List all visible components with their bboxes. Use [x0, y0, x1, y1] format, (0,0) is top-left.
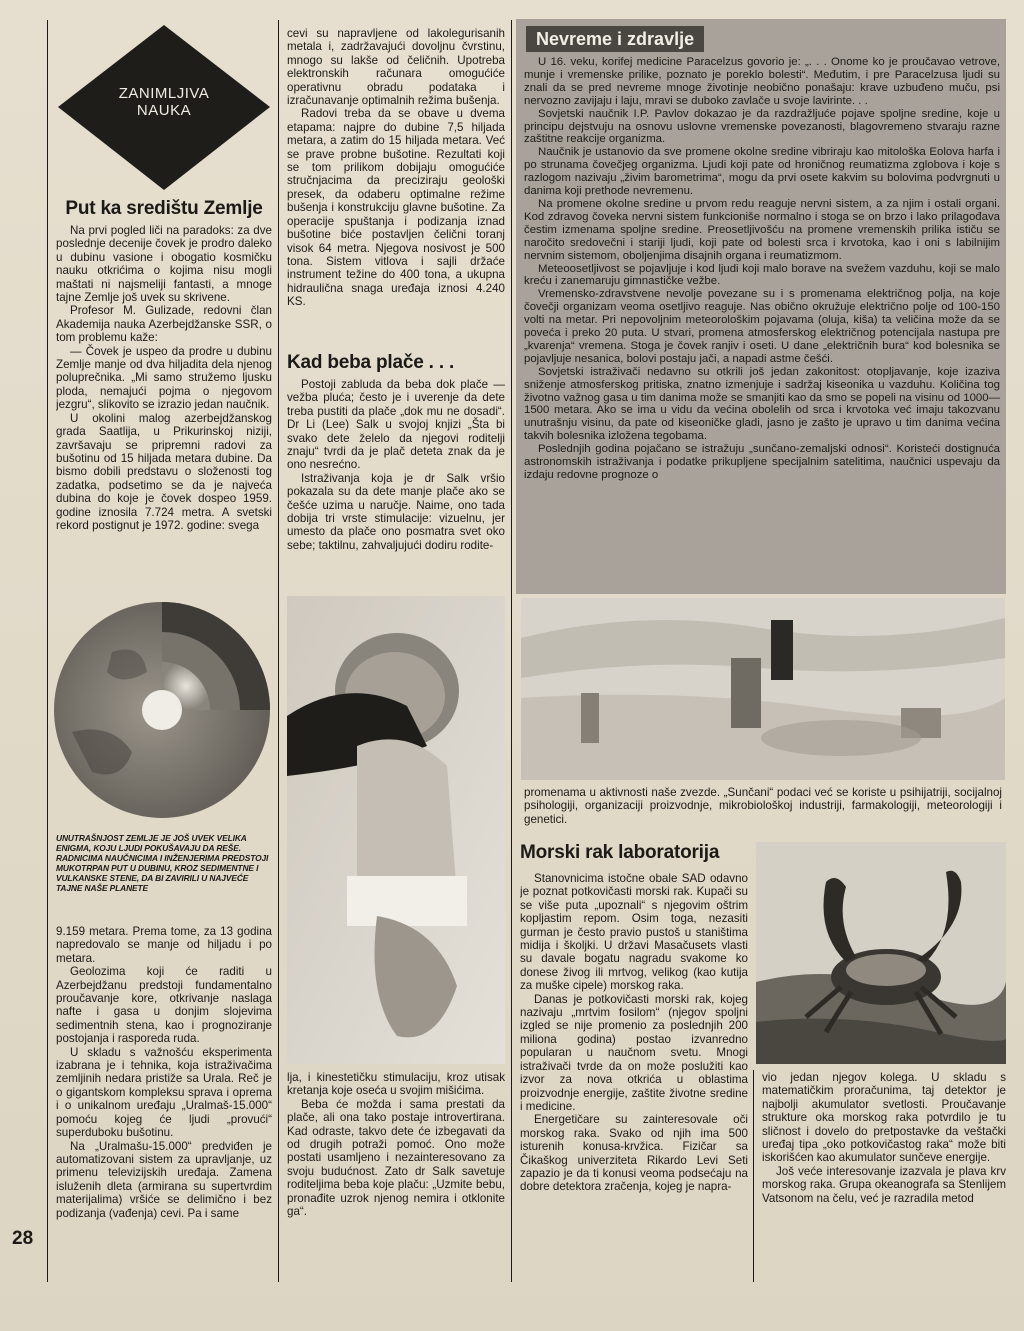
article4-col-right: [762, 1071, 1006, 1251]
column-rule-2: [511, 20, 512, 1282]
article3-paragraph: Vremensko-zdravstvene nevolje povezane su i s promenama električnog polja, na koje čovečji organizam veoma osetljivo reaguje. Nas obično okružuje električno polje od 100-150 volti na metar. Pri nepovoljnim meteorološkim pojavama (oluja, kiša) ta veličina može da se poveća i preko 20 puta. U stvari, promena atmosferskog električnog potencijala nastupa pre „kvarenja“ vremena. Stoga je čovek ranjiv i oseti. U dane „električnih bura“ kod bolesnika se pojavljuje nesanica, bolovi postaju jači, a napadi astme češći.: [524, 288, 1000, 365]
article1-paragraph: cevi su napravljene od lakolegurisanih metala i, zadržavajući dovoljnu čvrstinu, mnogo su lakše od čeličnih. Upotreba elektronskih računara omogućiće operativnu obradu podataka i izračunavanje optimalnih režima bušenja.: [287, 27, 505, 108]
article3-paragraph: Meteoosetljivost se pojavljuje i kod ljudi koji malo borave na svežem vazduhu, koji se malo kreću i zanemaruju gimnastičke vežbe.: [524, 262, 1000, 288]
article2-title: Kad beba plače . . .: [287, 352, 455, 373]
article4-paragraph: Danas je potkovičasti morski rak, kojeg nazivaju „mrtvim fosilom“ (njegov spoljni izgled se nije promenio za poslednjih 200 miliona godina) postao izvanredno popularan u naučnom svetu. Mnogi istraživači tvrde da on može poslužiti kao izvor za nova otkrića u oblastima proizvodnje energije, zaštite životne sredine i medicine.: [520, 992, 748, 1113]
article2-paragraph: Beba će možda i sama prestati da plače, ali ona tako postaje introvertirana. Kad odraste, takvo dete će izbegavati da od drugih potraži pomoć. Ono može postati usamljeno i nezainteresovano za svoju budućnost. Zato dr Salk savetuje roditeljima beba koje plaču: „Uzmite bebu, pronađite uzrok njenog nemira i otklonite ga“.: [287, 1097, 505, 1219]
article3-paragraph: Poslednjih godina pojačano se istražuju „sunčano-zemaljski odnosi“. Koristeći dostignuća astronomskih istraživanja i podatke prikupljene specijalnim satelitima, naučnici uspevaju da izdaju redovne prognoze o: [524, 443, 1000, 481]
badge-line-1: ZANIMLJIVA: [118, 85, 210, 102]
article4-title: Morski rak laboratorija: [520, 842, 720, 863]
article3-body: [524, 56, 1000, 591]
column-rule-1: [278, 20, 279, 1282]
article4-col-left: [520, 842, 748, 1254]
badge-text: [58, 85, 270, 119]
article1-paragraph: Na prvi pogled liči na paradoks: za dve poslednje decenije čovek je prodro daleko u dubinu vasione i obogatio kosmičku nauku otkrićima o kojima nisu mogli maštati ni najsmeliji fantasti, a mnoge tajne Zemlje još uvek su skrivene.: [56, 224, 272, 305]
article2-paragraph: Istraživanja koja je dr Salk vršio pokazala su da dete manje plače ako se češće uzima u naručje. Naime, ono tada dobija tri vrste stimulacije: vizuelnu, jer umesto da plače ono posmatra svet oko sebe; taktilnu, zahvaljujući dodiru rodite-: [287, 471, 505, 552]
article3-paragraph: Na promene okolne sredine u prvom redu reaguje nervni sistem, a za njim i ostali organi. Kod zdravog čoveka nervni sistem funkcioniše normalno i stoga se on brzo i lako prilagođava čestim izmenama spoljne sredine. Preosetljivošću na promene vremenskih prilika ističu se naročito sredovečni i stariji ljudi, koji pate od bolesti srca i krvotoka, kao i oni s labilnijim nervnim sistemom, oboljenjima disajnih organa i reumatizmom.: [524, 197, 1000, 262]
page-number: 28: [12, 1228, 34, 1249]
article1-paragraph: Geolozima koji će raditi u Azerbejdžanu predstoji fundamentalno proučavanje kore, otkrivanje naslaga nafte i gasa u donjim slojevima sedimentnih stena, kao i prognoziranje postojanja i rasporeda ruda.: [56, 965, 272, 1046]
left-margin-rule: [47, 20, 48, 1282]
crying-baby-photo: [287, 596, 505, 1064]
article3-paragraph: Sovjetski istraživači nedavno su otkrili još jedan zakonitost: otopljavanje, koje izaziva sniženje atmosferskog pritiska, znatno izmenjuje i sadržaj kiseonika u vazduhu. Količina tog životno važnog gasa u tim danima može se smanjiti kao da smo se popeli na visinu od 1000—1500 metara. Ako se ima u vidu da većina obolelih od srca i krvotoka već imaju takozvanu unutrašnju visinu, da pate od kiseoničke gladi, jasno je zašto je upravo u tim danima većina takvih bolesnika izložena tegobama.: [524, 365, 1000, 443]
article1-paragraph: Na „Uralmašu-15.000“ predviđen je automatizovani sistem za upravljanje, uz primenu televizijskih uređaja. Zamena isluženih dleta (armirana su supertvrdim materijalima) vršiće se delimično i bez podizanja (vađenja) cevi. Pa i same: [56, 1139, 272, 1220]
sun-activity-photo: [521, 598, 1005, 780]
article3-paragraph: U 16. veku, korifej medicine Paracelzus govorio je: „. . . Onome ko je proučavao vetrove, munje i vremenske prilike, poznato je poreklo bolesti“. Međutim, i pre Paracelzusa ljudi su znali da se pred nevreme mnoge životinje neobično ponašaju: krave uzbuđeno muču, psi nervozno zavijaju i laju, mravi se duboko zavlače u svoje lavirinte. . .: [524, 56, 1000, 107]
article2-paragraph: lja, i kinestetičku stimulaciju, kroz utisak kretanja koje oseća u svojim mišićima.: [287, 1071, 505, 1098]
article3-paragraph: Sovjetski naučnik I.P. Pavlov dokazao je da razdražljuće pojave spoljne sredine, koje u principu dejstvuju na osnovu uslovne vremenske povezanosti, blagovremeno stvaraju razne zaštitne reakcije organizma.: [524, 107, 1000, 146]
article1-paragraph: 9.159 metara. Prema tome, za 13 godina napredovalo se manje od hiljadu i po metara.: [56, 925, 272, 965]
earth-caption: UNUTRAŠNJOST ZEMLJE JE JOŠ UVEK VELIKA ENIGMA, KOJU LJUDI POKUŠAVAJU DA REŠE. RADNICIMA NAUČNICIMA I INŽENJERIMA PREDSTOJI MUKOTRPAN PUT U DUBINU, KROZ SEDIMENTNE I VULKANSKE STENE, DA BI ZAVIRILI U NAJVEĆE TAJNE NAŠE PLANETE: [56, 833, 269, 893]
column-rule-3: [753, 1070, 754, 1282]
badge-line-2: NAUKA: [136, 102, 192, 119]
article3-continuation: [524, 786, 1002, 834]
article1-paragraph: Radovi treba da se obave u dvema etapama: najpre do dubine 7,5 hiljada metara, a zatim do 15 hiljada metara. Već se prave probne bušotine. Rezultati koji se tom prilikom dobijaju omogućiće stručnjacima da preciziraju geološki presek, da odaberu optimalne režime bušenja i konstrukciju glavne bušotine. Za operacije spuštanja i podizanja iznad bušotine biće postavljen čelični toranj visok 64 metra. Njegova nosivost je 500 tona. Sistem vitlova i sajli držaće instrument težine do 400 tona, a ukupna hidraulična snaga uređaja iznosi 4.240 KS.: [287, 107, 505, 309]
article3-title: Nevreme i zdravlje: [526, 26, 704, 52]
article3-paragraph: Naučnik je ustanovio da sve promene okolne sredine vibriraju kao mitološka Eolova harfa i po strunama čovečjeg organizma. Ljudi koji pate od hroničnog reumatizma zglobova i koje s razlogom nazivaju „živim barometrima“, mogu da prvi osete kakvim su bolovima podvrgnuti u danima koji prethode nevremenu.: [524, 146, 1000, 198]
article1-col1-top: [56, 198, 272, 583]
article1-paragraph: Profesor M. Gulizade, redovni član Akademija nauka Azerbejdžanske SSR, o tom problemu kaže:: [56, 304, 272, 345]
article2-col2-bottom: [287, 1071, 505, 1251]
earth-cutaway-illustration: [52, 592, 276, 824]
article4-paragraph: Energetičare su zainteresovale oči morskog raka. Svako od njih ima 500 isturenih konusa-krvžica. Fizičar sa Čikaškog univerziteta Rikardo Levi Seti zapazio je da ti konusi veoma podsećaju na dobre detektora zračenja, kojeg je napra-: [520, 1113, 748, 1194]
article4-paragraph: vio jedan njegov kolega. U skladu s matematičkim proračunima, taj detektor je najbolji akumulator svetlosti. Proučavanje strukture oka morskog raka potvrdilo je tu sličnost i dovelo do pretpostavke da veštački uređaj tipa „oko potkovičastog raka“ može biti iskorišćen kao akumulator sunčeve energije.: [762, 1071, 1006, 1165]
article1-col2: [287, 27, 505, 353]
article1-paragraph: — Čovek je uspeo da prodre u dubinu Zemlje manje od dva hiljadita dela njenog poluprečnika. „Mi samo stružemo ljusku ploda, nemajući pojma o njegovom jezgru“, slikovito se izrazio jedan naučnik.: [56, 344, 272, 412]
article2-col2-top: [287, 352, 505, 592]
article4-paragraph: Još veće interesovanje izazvala je plava krv morskog raka. Grupa okeanografa sa Stenlijem Vatsonom na čelu, već je razradila metod: [762, 1164, 1006, 1205]
article1-title: Put ka središtu Zemlje: [65, 198, 263, 219]
article2-paragraph: Postoji zabluda da beba dok plače — vežba pluća; često je i uverenje da dete treba pustiti da plače „dok mu ne dosadi“. Dr Li (Lee) Salk u svojoj knjizi „Šta bi svako dete želelo da njegovi roditelji znaju“ tvrdi da je plač deteta znak da je ono nesrećno.: [287, 378, 505, 472]
article3-paragraph: promenama u aktivnosti naše zvezde. „Sunčani“ podaci već se koriste u psihijatriji, socijalnoj psihologiji, organizaciji proizvodnje, mikrobiološkoj industriji, farmakologiji, meteorologiji i genetici.: [524, 786, 1002, 826]
article1-paragraph: U okolini malog azerbejdžanskog grada Saatlija, u Prikurinskoj niziji, završavaju se pripremni radovi za bušotinu od 15 hiljada metara dubine. Da bismo dobili predstavu o složenosti tog zadatka, podsetimo se da je najveća dubina do koje je čovek dospeo 1959. godine iznosila 7.724 metra. A svetski rekord postignut je 1972. godine: svega: [56, 411, 272, 532]
article1-paragraph: U skladu s važnošću eksperimenta izabrana je i tehnika, koja istraživačima zemljinih nedara pristiže sa Urala. Reč je o gigantskom kompleksu sprava i oprema i o unikalnom uređaju „Uralmaš-15.000“ pomoću kojeg će ljudi „provući“ superduboku bušotinu.: [56, 1045, 272, 1140]
crab-photo: [756, 842, 1006, 1064]
article1-col1-bottom: [56, 925, 272, 1245]
science-badge: [58, 25, 270, 190]
article4-paragraph: Stanovnicima istočne obale SAD odavno je poznat potkovičasti morski rak. Kupači su se više puta „upoznali“ s njegovim oštrim kopljastim repom. Osim toga, nezasiti gurman je često pravio pustoš u staništima midija i školjki. U državi Masačusets vlasti su davale bogatu nagradu svakome ko donese živog ili mrtvog, velikog (kao kutija za muške cipele) morskog raka.: [520, 872, 748, 993]
